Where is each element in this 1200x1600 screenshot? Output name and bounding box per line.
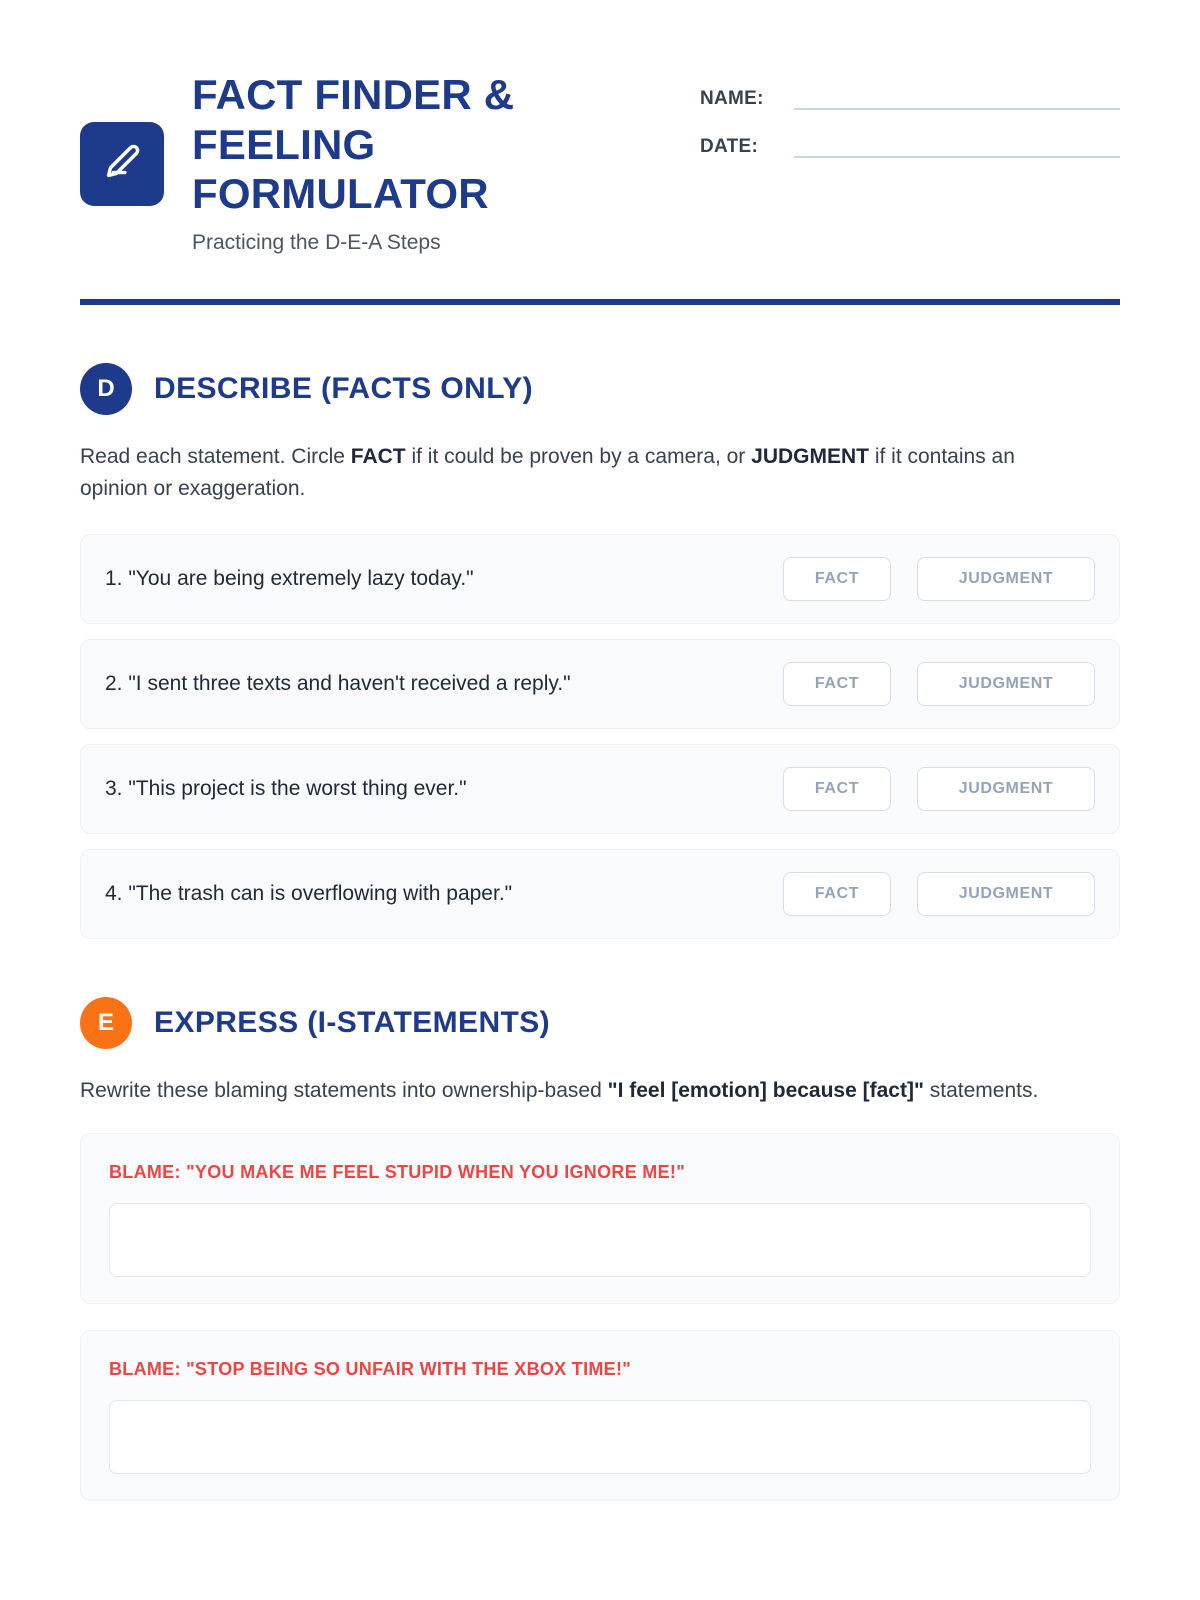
blame-card: [80, 1330, 1120, 1501]
statement-row: [80, 744, 1120, 834]
instruction-part-1: Read each statement. Circle: [80, 444, 351, 468]
instruction-part-3: if it contains an opinion or exaggeration.: [80, 444, 1015, 501]
name-label: NAME:: [700, 88, 764, 109]
statement-list: [80, 534, 1120, 939]
header-divider: [80, 299, 1120, 305]
answer-input[interactable]: [109, 1203, 1091, 1277]
choice-group: [783, 557, 1095, 601]
date-row: [700, 136, 1120, 158]
instruction-part-2: if it could be proven by a camera, or: [405, 444, 752, 468]
section-express-header: [80, 997, 1120, 1049]
statement-text: 4. "The trash can is overflowing with paper.": [105, 881, 513, 905]
statement-text: 2. "I sent three texts and haven't received a reply.": [105, 671, 571, 695]
title-block: [192, 70, 582, 255]
student-meta: [700, 88, 1120, 184]
choice-judgment[interactable]: JUDGMENT: [917, 872, 1095, 916]
section-express: [80, 997, 1120, 1502]
name-row: [700, 88, 1120, 110]
choice-fact[interactable]: FACT: [783, 662, 891, 706]
statement-row: [80, 849, 1120, 939]
name-input[interactable]: [794, 90, 1120, 110]
choice-group: [783, 662, 1095, 706]
date-label: DATE:: [700, 136, 759, 157]
express-instruction-bold: "I feel [emotion] because [fact]": [607, 1078, 924, 1102]
express-instruction-part-2: statements.: [923, 1078, 1039, 1102]
blame-card: [80, 1133, 1120, 1304]
express-instruction-part-1: Rewrite these blaming statements into ownership-based: [80, 1078, 608, 1102]
page-title: FACT FINDER & FEELING FORMULATOR: [192, 71, 515, 218]
section-describe-title: DESCRIBE (FACTS ONLY): [154, 371, 533, 405]
blame-label: BLAME: "STOP BEING SO UNFAIR WITH THE XBOX TIME!": [109, 1359, 632, 1380]
page-subtitle: Practicing the D-E-A Steps: [192, 230, 441, 254]
statement-text: 1. "You are being extremely lazy today.": [105, 566, 474, 590]
choice-fact[interactable]: FACT: [783, 872, 891, 916]
choice-fact[interactable]: FACT: [783, 557, 891, 601]
statement-row: [80, 639, 1120, 729]
section-describe: [80, 363, 1120, 939]
choice-group: [783, 767, 1095, 811]
choice-judgment[interactable]: JUDGMENT: [917, 557, 1095, 601]
step-badge-d: D: [80, 363, 132, 415]
step-badge-e: E: [80, 997, 132, 1049]
choice-judgment[interactable]: JUDGMENT: [917, 767, 1095, 811]
choice-judgment[interactable]: JUDGMENT: [917, 662, 1095, 706]
section-express-title: EXPRESS (I-STATEMENTS): [154, 1005, 551, 1039]
pencil-icon: [99, 139, 145, 190]
statement-text: 3. "This project is the worst thing ever.": [105, 776, 467, 800]
section-describe-header: [80, 363, 1120, 415]
statement-row: [80, 534, 1120, 624]
worksheet-header: [80, 70, 1120, 255]
answer-input[interactable]: [109, 1400, 1091, 1474]
section-describe-instructions: [80, 441, 1040, 506]
blame-label: BLAME: "YOU MAKE ME FEEL STUPID WHEN YOU IGNORE ME!": [109, 1162, 686, 1183]
section-express-instructions: [80, 1075, 1040, 1108]
choice-fact[interactable]: FACT: [783, 767, 891, 811]
instruction-bold-judgment: JUDGMENT: [751, 444, 869, 468]
choice-group: [783, 872, 1095, 916]
date-input[interactable]: [794, 138, 1120, 158]
instruction-bold-fact: FACT: [350, 444, 406, 468]
logo-badge: [80, 122, 164, 206]
